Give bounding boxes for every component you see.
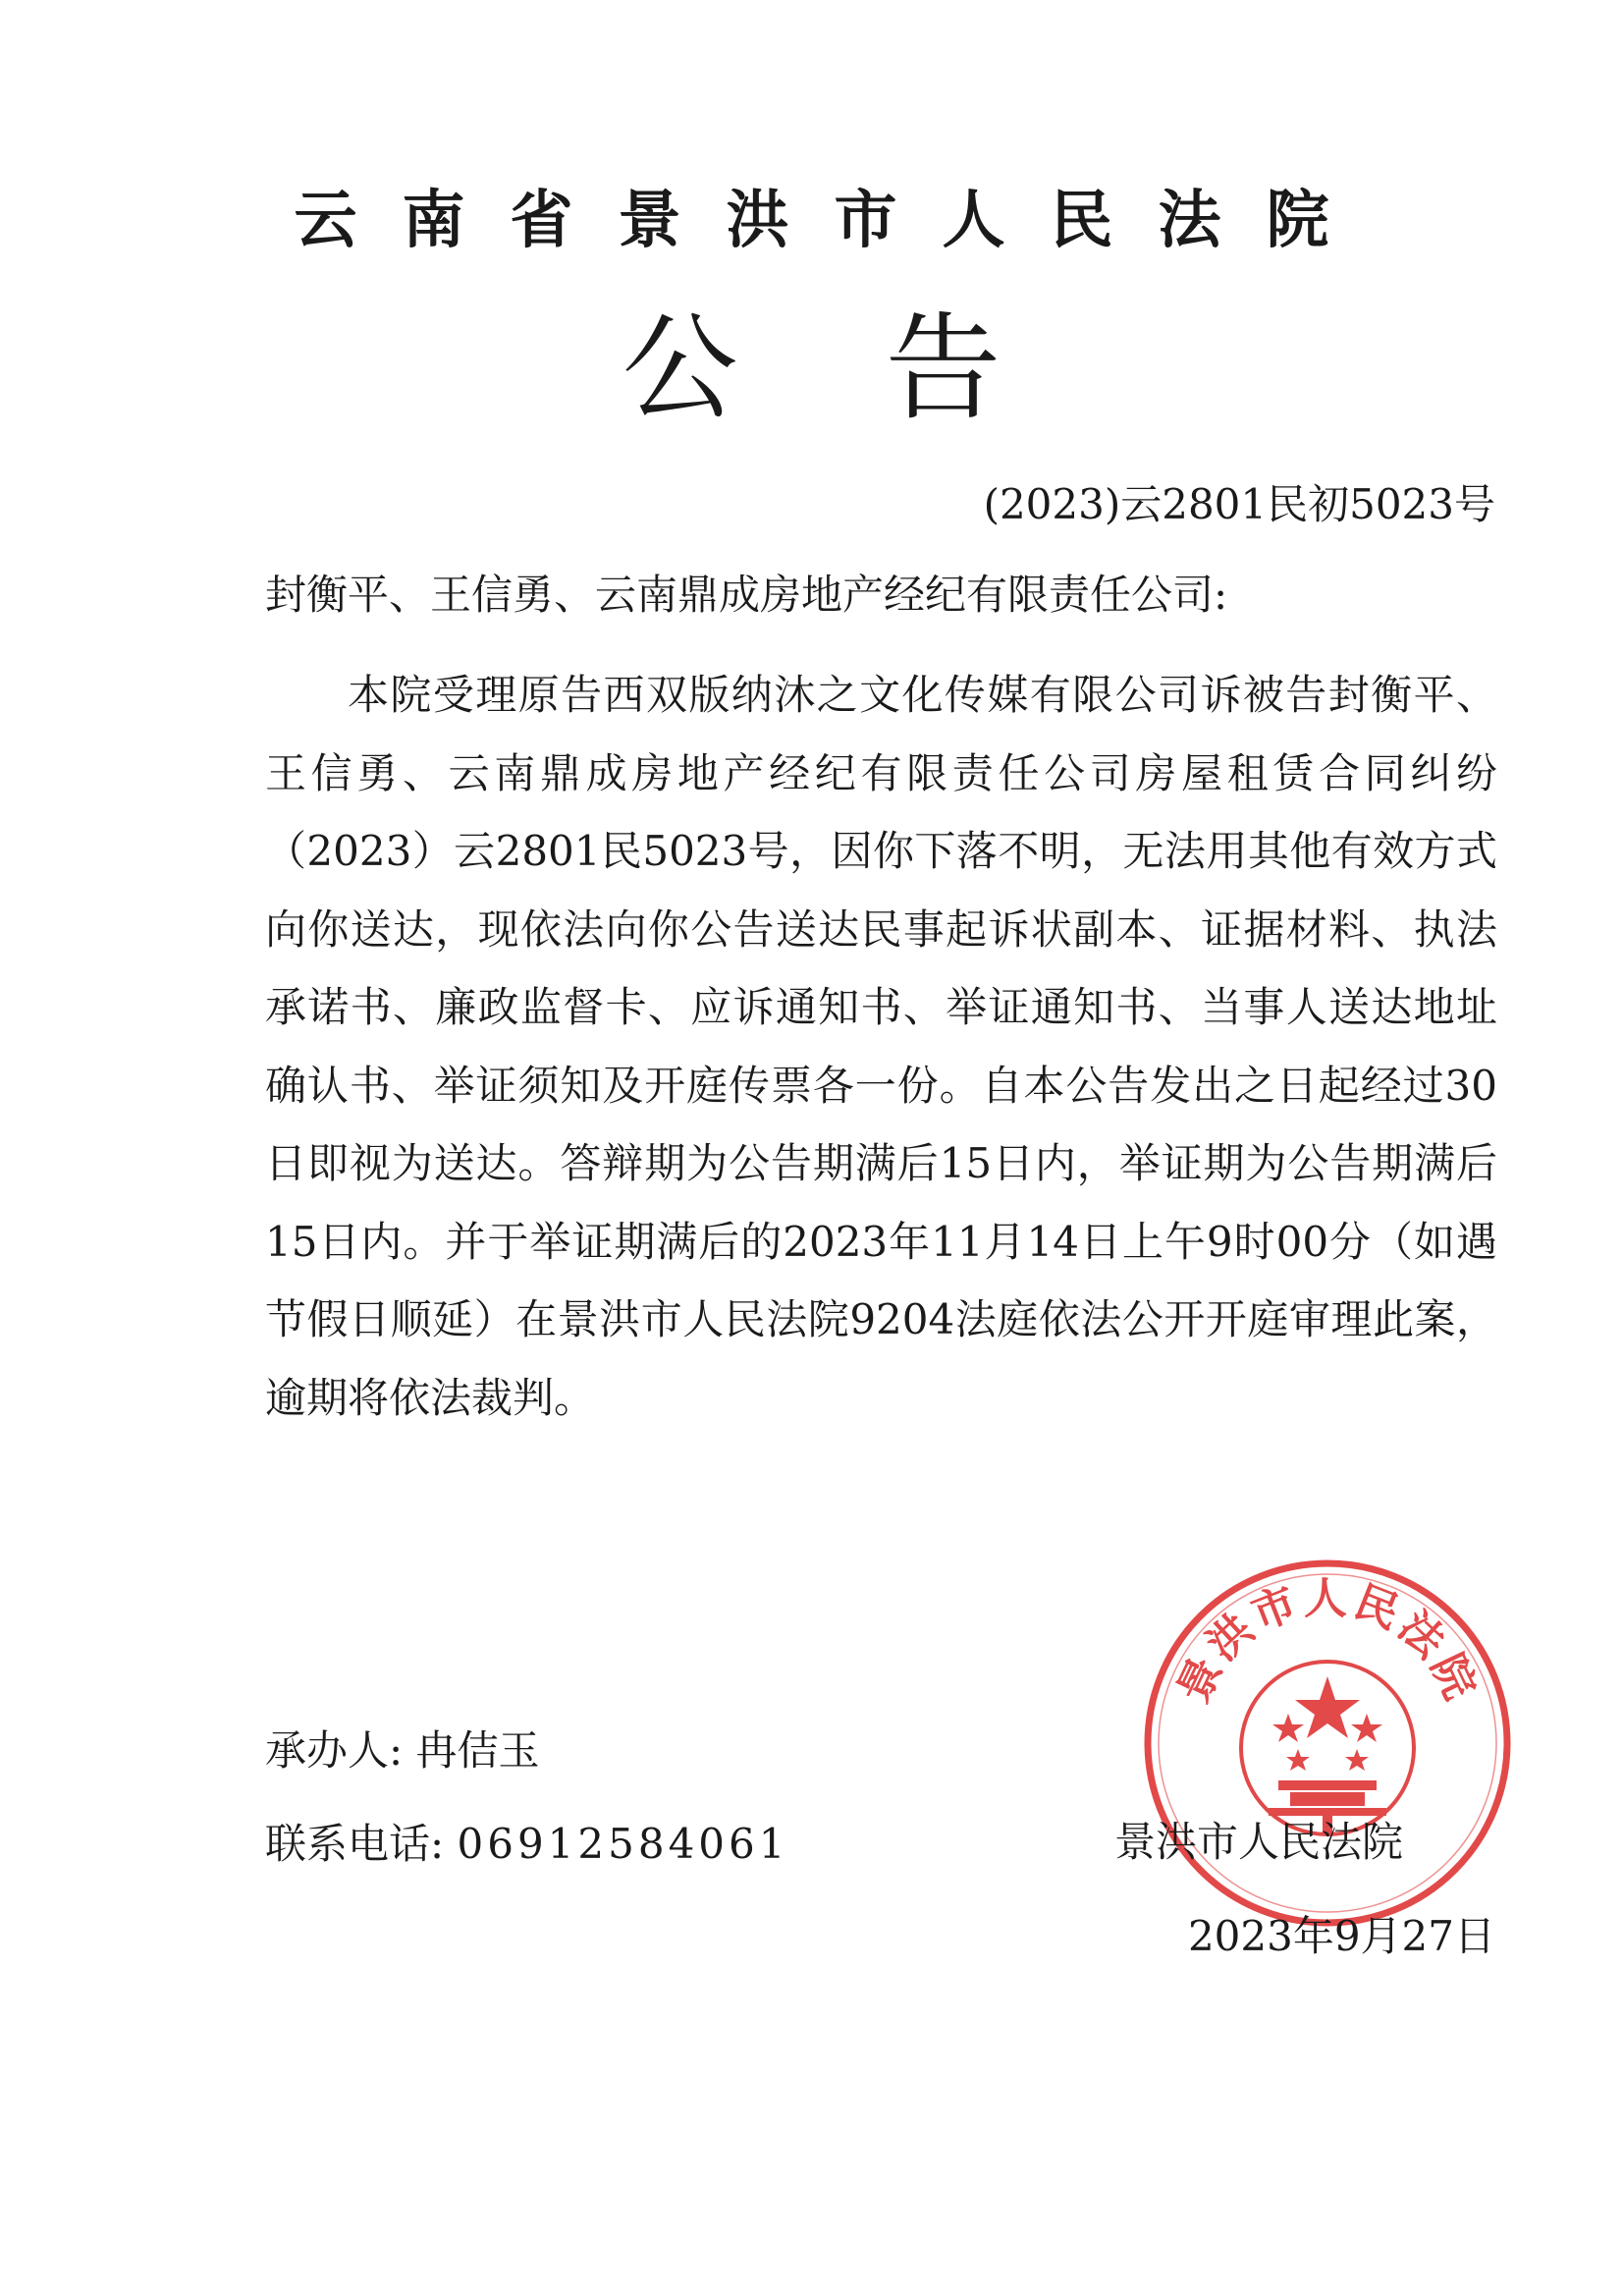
issuing-court: 景洪市人民法院: [1114, 1818, 1404, 1866]
handler-name: 冉佶玉: [415, 1726, 540, 1775]
notice-body: 本院受理原告西双版纳沐之文化传媒有限公司诉被告封衡平、王信勇、云南鼎成房地产经纪有限责任公司房屋租赁合同纠纷（2023）云2801民5023号，因你下落不明，无法用其他有效方式向你送达，现依法向你公告送达民事起诉状副本、证据材料、执法承诺书、廉政监督卡、应诉通知书、举证通知书、当事人送达地址确认书、举证须知及开庭传票各一份。自本公告发出之日起经过30日即视为送达。答辩期为公告期满后15日内，举证期为公告期满后15日内。并于举证期满后的2023年11月14日上午9时00分（如遇节假日顺延）在景洪市人民法院9204法庭依法公开开庭审理此案，逾期将依法裁判。: [265, 671, 1497, 1422]
notice-title: 公告: [622, 301, 1149, 436]
seal-text: 景洪市人民法院: [1168, 1573, 1487, 1711]
national-emblem-icon: [1241, 1662, 1414, 1835]
phone-number: 06912584061: [457, 1820, 789, 1868]
handler-line: [265, 1722, 540, 1780]
court-name: 云南省景洪市人民法院: [294, 184, 1375, 257]
phone-label: 联系电话:: [265, 1820, 445, 1868]
phone-line: [265, 1815, 788, 1874]
addressee: 封衡平、王信勇、云南鼎成房地产经纪有限责任公司:: [265, 571, 1228, 619]
handler-label: 承办人:: [265, 1726, 404, 1775]
issue-date: 2023年9月27日: [1187, 1912, 1495, 1960]
court-seal: [1141, 1557, 1514, 1930]
case-number: (2023)云2801民初5023号: [983, 480, 1495, 528]
